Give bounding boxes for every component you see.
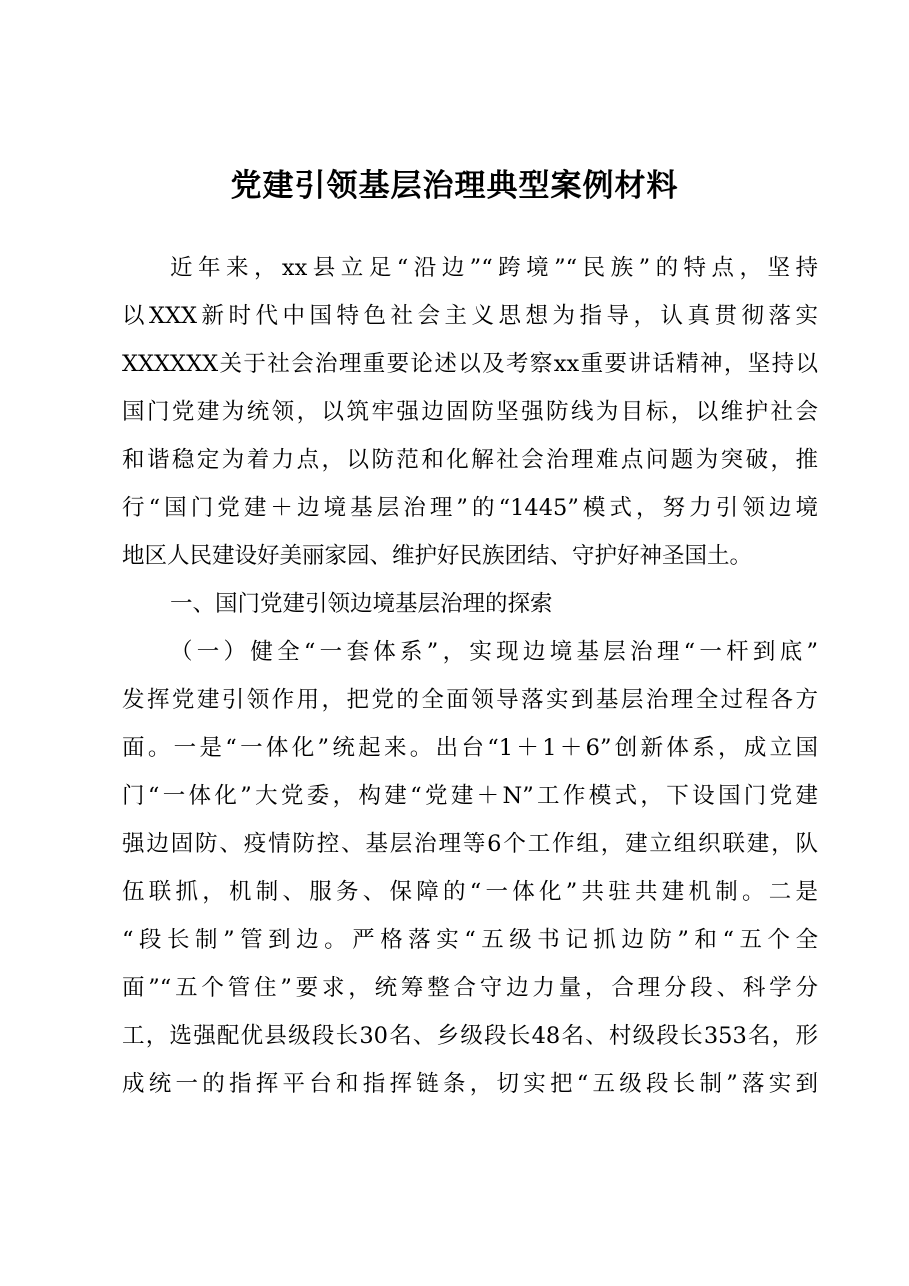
paragraph-line: 伍联抓，机制、服务、保障的“一体化”共驻共建机制。二是	[122, 879, 818, 905]
paragraph-line: XXXXXX关于社会治理重要论述以及考察xx重要讲话精神，坚持以	[122, 351, 818, 377]
subsection-heading: （一）健全“一套体系”，实现边境基层治理“一杆到底”	[170, 639, 818, 665]
paragraph-line: 近年来，xx县立足“沿边”“跨境”“民族”的特点，坚持	[170, 255, 818, 281]
paragraph-line: 工，选强配优县级段长30名、乡级段长48名、村级段长353名，形	[122, 1023, 818, 1049]
paragraph-line: 面”“五个管住”要求，统筹整合守边力量，合理分段、科学分	[122, 975, 818, 1001]
paragraph-line: 国门党建为统领，以筑牢强边固防坚强防线为目标，以维护社会	[122, 399, 818, 425]
paragraph-line: 门“一体化”大党委，构建“党建＋N”工作模式，下设国门党建	[122, 783, 818, 809]
document-title: 党建引领基层治理典型案例材料	[230, 168, 679, 204]
paragraph-line: 和谐稳定为着力点，以防范和化解社会治理难点问题为突破，推	[122, 447, 818, 473]
paragraph-line: 行“国门党建＋边境基层治理”的“1445”模式，努力引领边境	[122, 495, 818, 521]
paragraph-line: 面。一是“一体化”统起来。出台“1＋1＋6”创新体系，成立国	[122, 735, 818, 761]
paragraph-line: 以XXX新时代中国特色社会主义思想为指导，认真贯彻落实	[122, 303, 818, 329]
paragraph-line: “段长制”管到边。严格落实“五级书记抓边防”和“五个全	[122, 927, 818, 953]
paragraph-line: 地区人民建设好美丽家园、维护好民族团结、守护好神圣国土。	[122, 543, 753, 569]
section-heading: 一、国门党建引领边境基层治理的探索	[170, 591, 553, 617]
paragraph-line: 发挥党建引领作用，把党的全面领导落实到基层治理全过程各方	[122, 687, 818, 713]
paragraph-line: 成统一的指挥平台和指挥链条，切实把“五级段长制”落实到	[122, 1071, 818, 1097]
paragraph-line: 强边固防、疫情防控、基层治理等6个工作组，建立组织联建，队	[122, 831, 818, 857]
